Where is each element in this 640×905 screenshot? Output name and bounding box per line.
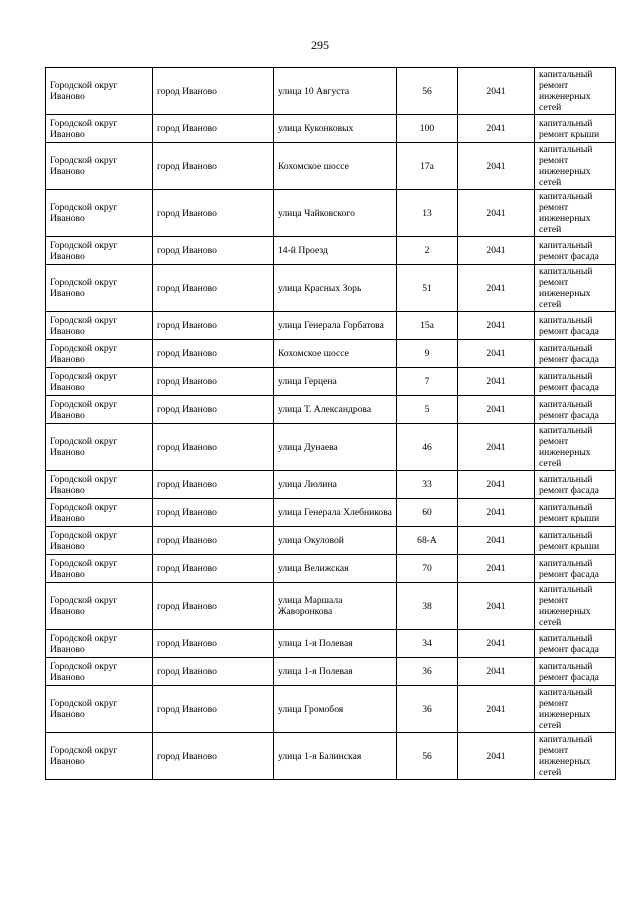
city-cell: город Иваново [153,68,274,115]
city-cell: город Иваново [153,555,274,583]
city-cell: город Иваново [153,630,274,658]
city-cell: город Иваново [153,115,274,143]
city-cell: город Иваново [153,396,274,424]
house-number-cell: 100 [397,115,458,143]
street-cell: улица 10 Августа [274,68,397,115]
table-row [46,499,616,527]
table-row [46,68,616,115]
street-cell: улица 1-я Балинская [274,733,397,780]
municipality-cell: Городской округ Иваново [46,630,153,658]
house-number-cell: 13 [397,190,458,237]
street-cell: улица Люлина [274,471,397,499]
work-type-cell: капитальный ремонт инженерных сетей [535,68,616,115]
house-number-cell: 33 [397,471,458,499]
municipality-cell: Городской округ Иваново [46,340,153,368]
work-type-cell: капитальный ремонт фасада [535,555,616,583]
street-cell: улица Громобоя [274,686,397,733]
house-number-cell: 2 [397,237,458,265]
city-cell: город Иваново [153,733,274,780]
house-number-cell: 7 [397,368,458,396]
work-type-cell: капитальный ремонт фасада [535,658,616,686]
table-row [46,583,616,630]
house-number-cell: 38 [397,583,458,630]
municipality-cell: Городской округ Иваново [46,555,153,583]
street-cell: улица Куконковых [274,115,397,143]
municipality-cell: Городской округ Иваново [46,733,153,780]
work-type-cell: капитальный ремонт инженерных сетей [535,733,616,780]
work-type-cell: капитальный ремонт крыши [535,527,616,555]
street-cell: улица Герцена [274,368,397,396]
table-row [46,237,616,265]
street-cell: улица Т. Александрова [274,396,397,424]
municipality-cell: Городской округ Иваново [46,368,153,396]
table-row [46,143,616,190]
work-type-cell: капитальный ремонт инженерных сетей [535,190,616,237]
street-cell: улица Окуловой [274,527,397,555]
municipality-cell: Городской округ Иваново [46,190,153,237]
street-cell: Кохомское шоссе [274,143,397,190]
table-row [46,396,616,424]
city-cell: город Иваново [153,312,274,340]
table-row [46,424,616,471]
municipality-cell: Городской округ Иваново [46,471,153,499]
work-type-cell: капитальный ремонт фасада [535,368,616,396]
table-row [46,190,616,237]
year-cell: 2041 [458,658,535,686]
year-cell: 2041 [458,424,535,471]
year-cell: 2041 [458,527,535,555]
street-cell: улица 1-я Полевая [274,658,397,686]
municipality-cell: Городской округ Иваново [46,143,153,190]
year-cell: 2041 [458,265,535,312]
table-row [46,630,616,658]
repair-schedule-table [45,67,616,780]
street-cell: улица Генерала Хлебникова [274,499,397,527]
house-number-cell: 9 [397,340,458,368]
city-cell: город Иваново [153,265,274,312]
house-number-cell: 56 [397,733,458,780]
year-cell: 2041 [458,583,535,630]
street-cell: Кохомское шоссе [274,340,397,368]
table-row [46,115,616,143]
year-cell: 2041 [458,555,535,583]
city-cell: город Иваново [153,527,274,555]
city-cell: город Иваново [153,499,274,527]
page-number: 295 [311,38,329,52]
street-cell: улица Велижская [274,555,397,583]
city-cell: город Иваново [153,340,274,368]
table-row [46,733,616,780]
work-type-cell: капитальный ремонт фасада [535,396,616,424]
work-type-cell: капитальный ремонт фасада [535,340,616,368]
work-type-cell: капитальный ремонт инженерных сетей [535,583,616,630]
year-cell: 2041 [458,340,535,368]
house-number-cell: 15а [397,312,458,340]
city-cell: город Иваново [153,583,274,630]
work-type-cell: капитальный ремонт фасада [535,237,616,265]
municipality-cell: Городской округ Иваново [46,237,153,265]
city-cell: город Иваново [153,686,274,733]
municipality-cell: Городской округ Иваново [46,68,153,115]
city-cell: город Иваново [153,143,274,190]
house-number-cell: 36 [397,658,458,686]
municipality-cell: Городской округ Иваново [46,499,153,527]
city-cell: город Иваново [153,237,274,265]
table-row [46,555,616,583]
work-type-cell: капитальный ремонт инженерных сетей [535,686,616,733]
street-cell: 14-й Проезд [274,237,397,265]
year-cell: 2041 [458,143,535,190]
work-type-cell: капитальный ремонт инженерных сетей [535,265,616,312]
municipality-cell: Городской округ Иваново [46,312,153,340]
table-row [46,368,616,396]
city-cell: город Иваново [153,424,274,471]
city-cell: город Иваново [153,658,274,686]
work-type-cell: капитальный ремонт крыши [535,499,616,527]
year-cell: 2041 [458,368,535,396]
work-type-cell: капитальный ремонт фасада [535,471,616,499]
house-number-cell: 17а [397,143,458,190]
municipality-cell: Городской округ Иваново [46,396,153,424]
table-row [46,265,616,312]
work-type-cell: капитальный ремонт инженерных сетей [535,143,616,190]
municipality-cell: Городской округ Иваново [46,265,153,312]
street-cell: улица 1-я Полевая [274,630,397,658]
street-cell: улица Генерала Горбатова [274,312,397,340]
street-cell: улица Красных Зорь [274,265,397,312]
house-number-cell: 56 [397,68,458,115]
municipality-cell: Городской округ Иваново [46,527,153,555]
city-cell: город Иваново [153,471,274,499]
municipality-cell: Городской округ Иваново [46,424,153,471]
table-row [46,686,616,733]
table-row [46,658,616,686]
table-row [46,312,616,340]
street-cell: улица Дунаева [274,424,397,471]
year-cell: 2041 [458,237,535,265]
city-cell: город Иваново [153,368,274,396]
work-type-cell: капитальный ремонт крыши [535,115,616,143]
city-cell: город Иваново [153,190,274,237]
year-cell: 2041 [458,312,535,340]
house-number-cell: 70 [397,555,458,583]
work-type-cell: капитальный ремонт фасада [535,312,616,340]
house-number-cell: 34 [397,630,458,658]
house-number-cell: 46 [397,424,458,471]
municipality-cell: Городской округ Иваново [46,583,153,630]
year-cell: 2041 [458,733,535,780]
year-cell: 2041 [458,190,535,237]
house-number-cell: 68-А [397,527,458,555]
street-cell: улица Маршала Жаворонкова [274,583,397,630]
year-cell: 2041 [458,499,535,527]
street-cell: улица Чайковского [274,190,397,237]
table-body [46,68,616,780]
table-row [46,340,616,368]
year-cell: 2041 [458,686,535,733]
year-cell: 2041 [458,68,535,115]
work-type-cell: капитальный ремонт инженерных сетей [535,424,616,471]
house-number-cell: 36 [397,686,458,733]
table-row [46,471,616,499]
municipality-cell: Городской округ Иваново [46,658,153,686]
municipality-cell: Городской округ Иваново [46,686,153,733]
municipality-cell: Городской округ Иваново [46,115,153,143]
work-type-cell: капитальный ремонт фасада [535,630,616,658]
year-cell: 2041 [458,115,535,143]
table-row [46,527,616,555]
house-number-cell: 51 [397,265,458,312]
year-cell: 2041 [458,396,535,424]
year-cell: 2041 [458,471,535,499]
house-number-cell: 60 [397,499,458,527]
house-number-cell: 5 [397,396,458,424]
year-cell: 2041 [458,630,535,658]
